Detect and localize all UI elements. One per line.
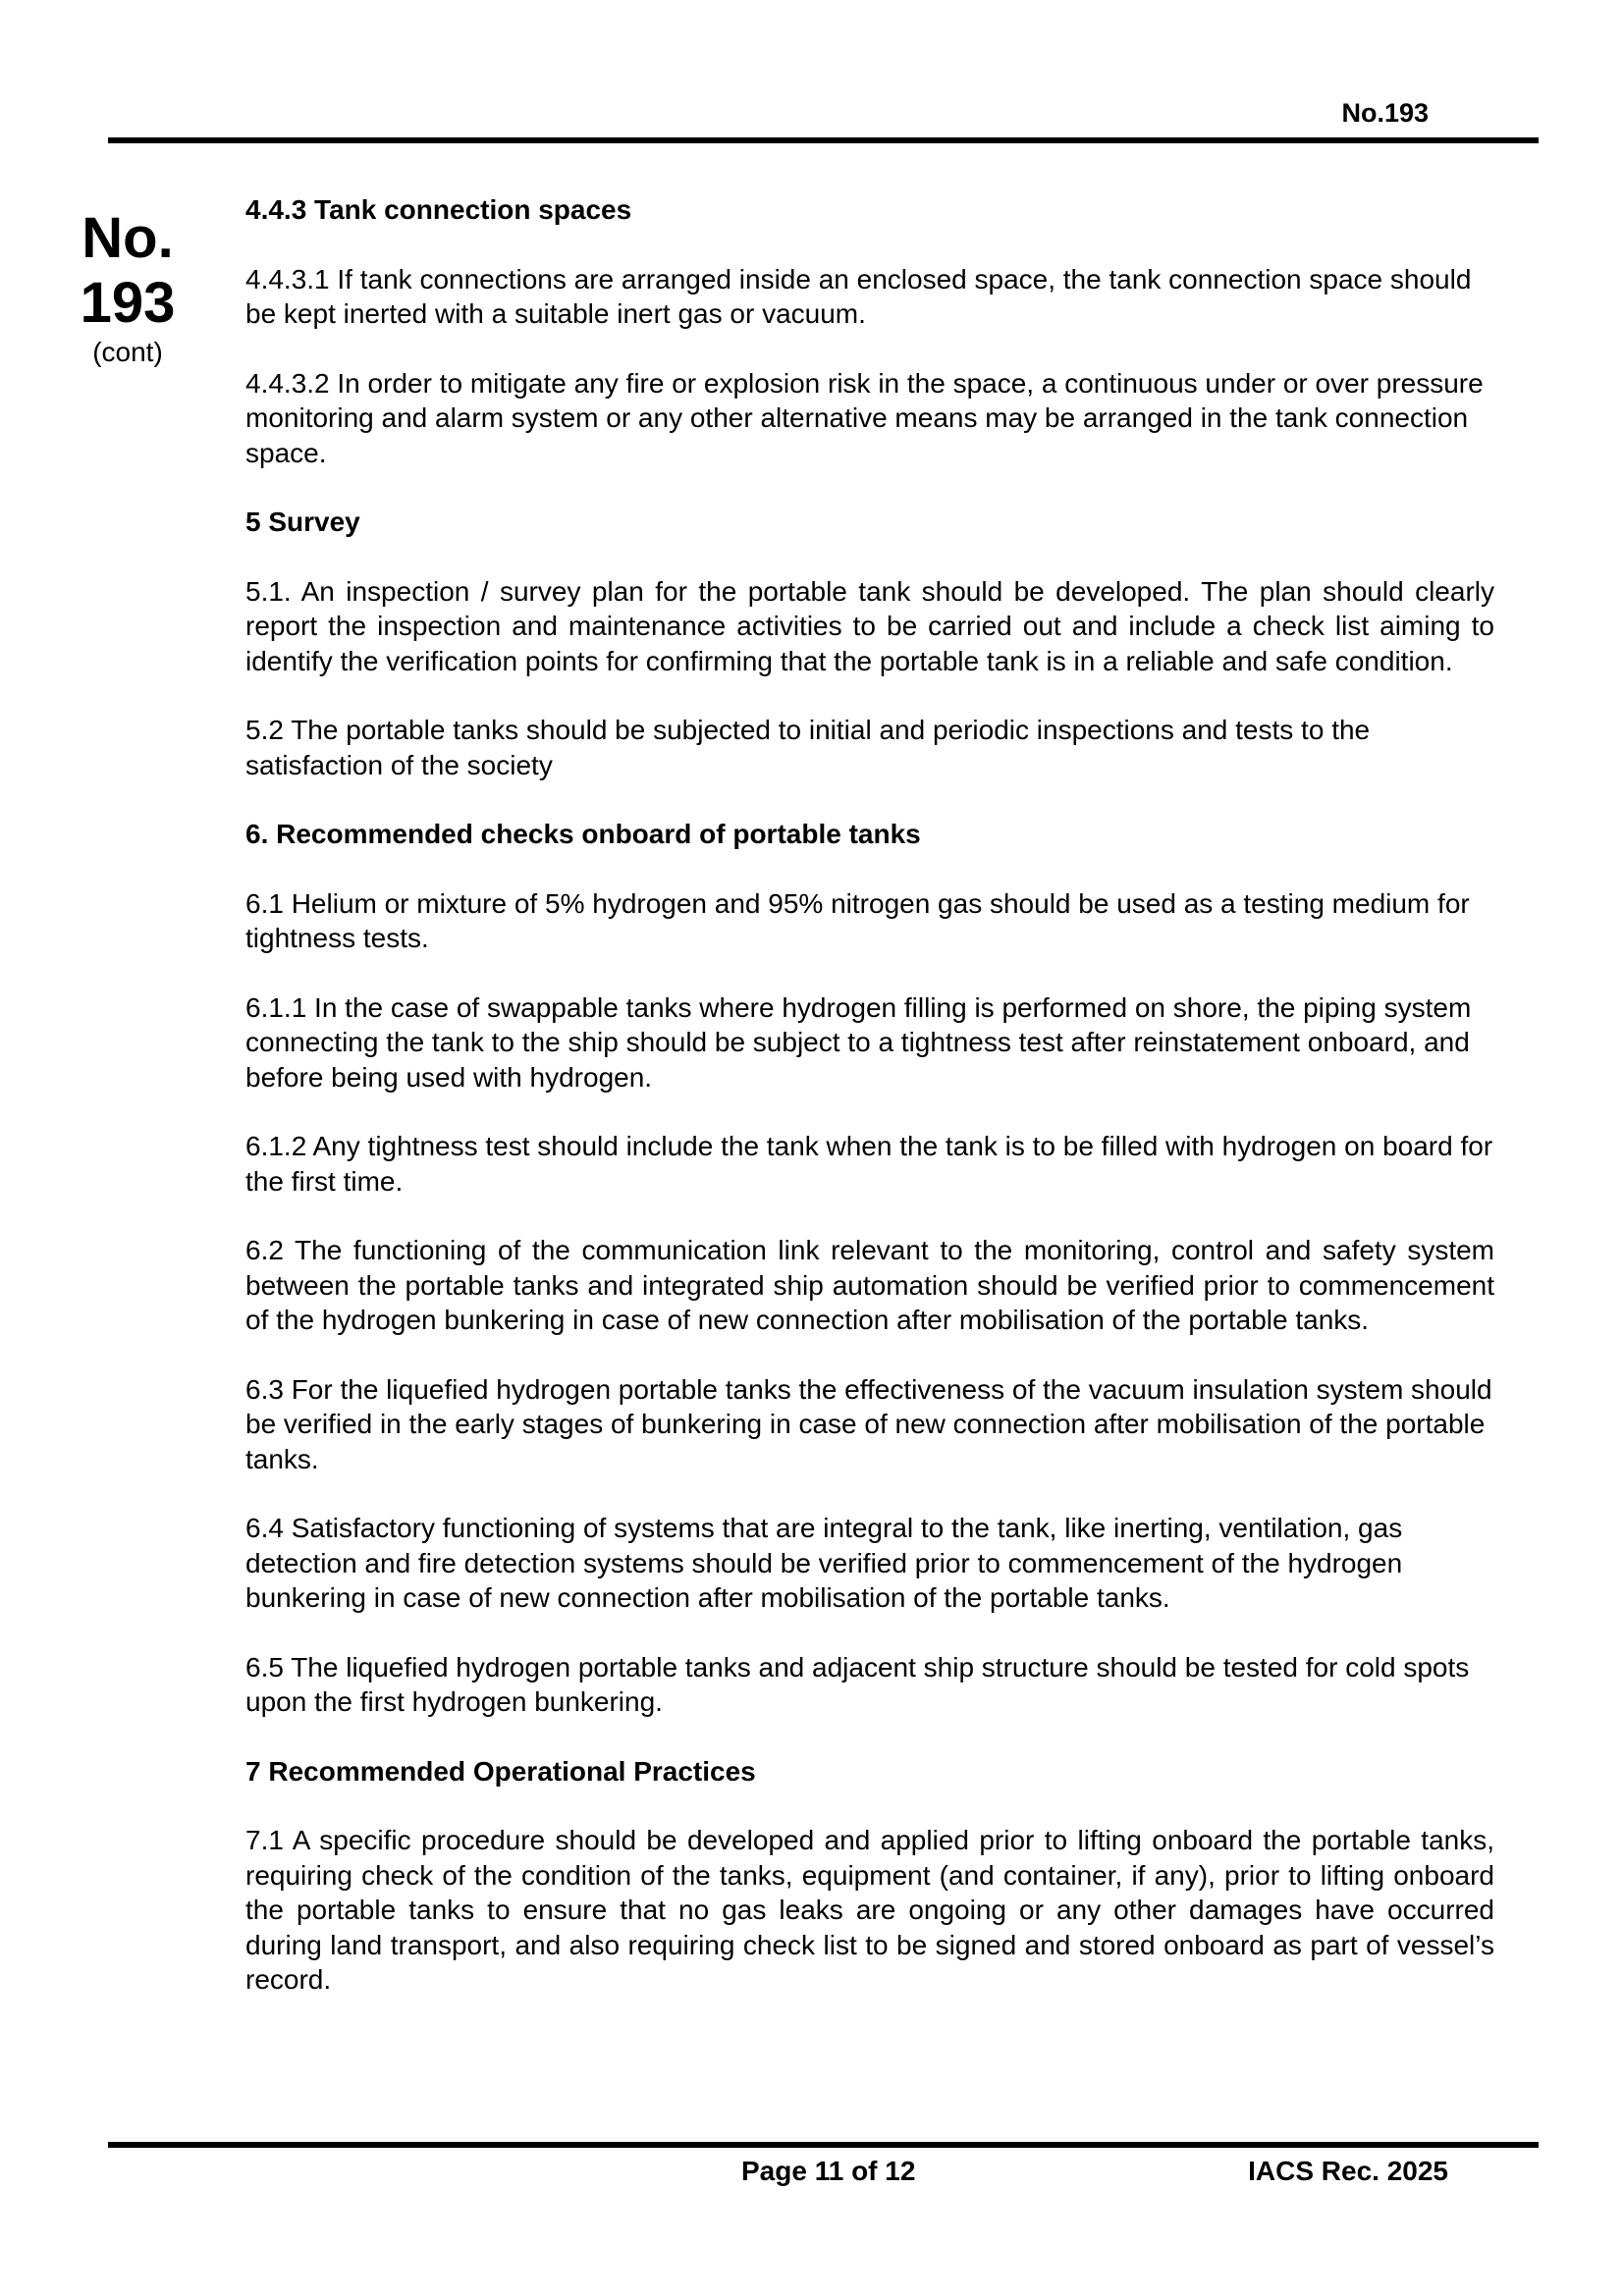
section-heading-7: 7 Recommended Operational Practices [245, 1755, 756, 1787]
paragraph-6-1: 6.1 Helium or mixture of 5% hydrogen and 95% nitrogen gas should be used as a testing medium for tightness tests. [245, 887, 1470, 953]
paragraph-6-1-1: 6.1.1 In the case of swappable tanks where hydrogen filling is performed on shore, the piping system connecting the tank to the ship should be subject to a tightness test after reinstatement onboard, and before being used with hydrogen. [245, 991, 1472, 1093]
side-label-number: 193 [80, 271, 176, 335]
section-heading-6: 6. Recommended checks onboard of portable tanks [245, 819, 921, 849]
document-body [245, 192, 1494, 2032]
paragraph-5-1: 5.1. An inspection / survey plan for the portable tank should be developed. The plan should clearly report the inspection and maintenance activities to be carried out and include a check list aiming to identify the verification points for confirming that the portable tank is in a reliable and safe condition. [245, 575, 1494, 676]
header-rule [108, 137, 1539, 143]
paragraph-6-5: 6.5 The liquefied hydrogen portable tanks and adjacent ship structure should be tested for cold spots upon the first hydrogen bunkering. [245, 1651, 1470, 1717]
paragraph-5-2: 5.2 The portable tanks should be subjected to initial and periodic inspections and tests to the satisfaction of the society [245, 715, 1371, 780]
paragraph-6-4: 6.4 Satisfactory functioning of systems that are integral to the tank, like inerting, ventilation, gas detection and fire detection systems should be verified prior to commencement of the hydrogen bunkering in case of new connection after mobilisation of the portable tanks. [245, 1513, 1403, 1613]
paragraph-4-4-3-2: 4.4.3.2 In order to mitigate any fire or explosion risk in the space, a continuous under or over pressure monitoring and alarm system or any other alternative means may be arranged in the tank connection space. [245, 367, 1484, 468]
paragraph-6-1-2: 6.1.2 Any tightness test should include the tank when the tank is to be filled with hydrogen on board for the first time. [245, 1131, 1493, 1197]
header-doc-number: No.193 [1341, 98, 1429, 128]
paragraph-6-2: 6.2 The functioning of the communication link relevant to the monitoring, control and safety system between the portable tanks and integrated ship automation should be verified prior to commencement of the hydrogen bunkering in case of new connection after mobilisation of the portable tanks. [245, 1235, 1494, 1335]
footer-rule [108, 2142, 1539, 2148]
side-label [79, 206, 177, 369]
side-label-no: No. [81, 206, 174, 270]
paragraph-6-3: 6.3 For the liquefied hydrogen portable tanks the effectiveness of the vacuum insulation system should be verified in the early stages of bunkering in case of new connection after mobilisation of the portable tanks. [245, 1373, 1492, 1474]
side-label-cont: (cont) [92, 337, 163, 367]
footer-page-number: Page 11 of 12 [741, 2156, 916, 2186]
section-heading-4-4-3: 4.4.3 Tank connection spaces [245, 194, 632, 225]
paragraph-4-4-3-1: 4.4.3.1 If tank connections are arranged inside an enclosed space, the tank connection space should be kept inerted with a suitable inert gas or vacuum. [245, 263, 1472, 329]
paragraph-7-1: 7.1 A specific procedure should be developed and applied prior to lifting onboard the portable tanks, requiring check of the condition of the tanks, equipment (and container, if any), prior to lifting onboard the portable tanks to ensure that no gas leaks are ongoing or any other damages have occurred during land transport, and also requiring check list to be signed and stored onboard as part of vessel’s record. [245, 1825, 1494, 1995]
section-heading-5: 5 Survey [245, 507, 360, 537]
footer-rec-label: IACS Rec. 2025 [1248, 2156, 1448, 2186]
